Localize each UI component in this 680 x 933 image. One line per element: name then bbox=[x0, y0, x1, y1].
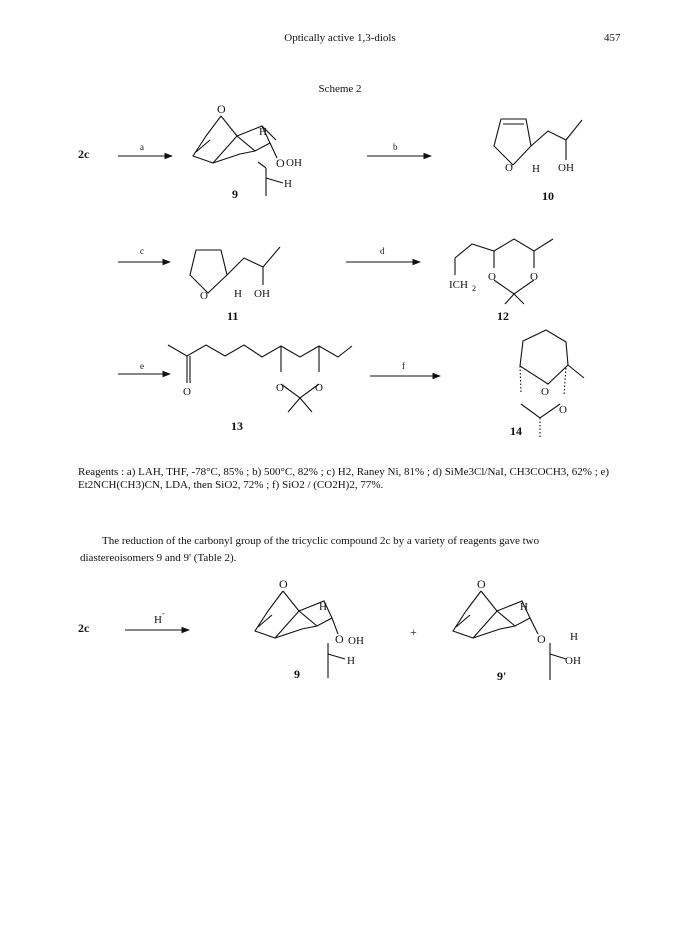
reagents-footnote: Reagents : a) LAH, THF, -78°C, 85% ; b) 500°C, 82% ; c) H2, Raney Ni, 81% ; d) SiMe3Cl/NaI, CH3COCH3, 62% ; e) Et2NCH(CH3)CN, LDA, then SiO2, 72% ; f) SiO2 / (CO2H)2, 77%. bbox=[78, 466, 610, 491]
body-paragraph: The reduction of the carbonyl group of the tricyclic compound 2c by a variety of reagents gave two diastereoisomers 9 and 9' (Table 2). bbox=[80, 535, 540, 564]
compound-label-9-prime: 9' bbox=[497, 669, 507, 683]
step-label-f: f bbox=[402, 361, 405, 371]
svg-text:O: O bbox=[279, 577, 288, 591]
hydride-reagent: H bbox=[154, 614, 162, 626]
svg-text:O: O bbox=[276, 156, 285, 170]
svg-text:H: H bbox=[319, 601, 327, 613]
svg-text:OH: OH bbox=[558, 162, 574, 174]
structure-11 bbox=[190, 247, 280, 302]
svg-text:O: O bbox=[200, 290, 208, 302]
svg-text:O: O bbox=[276, 382, 284, 394]
compound-label-14: 14 bbox=[510, 424, 522, 438]
structure-9-prime bbox=[453, 577, 581, 680]
structure-13 bbox=[168, 345, 352, 412]
running-header-title: Optically active 1,3-diols bbox=[284, 32, 396, 44]
svg-text:O: O bbox=[335, 632, 344, 646]
structure-14 bbox=[520, 330, 584, 438]
compound-label-9-bottom: 9 bbox=[294, 667, 300, 681]
svg-text:H: H bbox=[284, 178, 292, 190]
compound-label-12: 12 bbox=[497, 309, 509, 323]
svg-text:O: O bbox=[217, 102, 226, 116]
compound-label-2c: 2c bbox=[78, 147, 90, 161]
structure-9-bottom bbox=[255, 577, 364, 678]
svg-text:H: H bbox=[520, 601, 528, 613]
svg-text:O: O bbox=[477, 577, 486, 591]
structure-10 bbox=[494, 119, 582, 175]
compound-label-9-top: 9 bbox=[232, 187, 238, 201]
plus-sign: + bbox=[410, 625, 417, 639]
structure-12 bbox=[449, 239, 553, 304]
svg-text:2: 2 bbox=[472, 284, 476, 293]
svg-text:O: O bbox=[315, 382, 323, 394]
svg-text:O: O bbox=[530, 271, 538, 283]
step-label-a: a bbox=[140, 142, 144, 152]
svg-text:H: H bbox=[347, 655, 355, 667]
step-label-d: d bbox=[380, 246, 385, 256]
compound-label-11: 11 bbox=[227, 309, 239, 323]
step-label-b: b bbox=[393, 142, 398, 152]
svg-text:H: H bbox=[532, 163, 540, 175]
svg-text:-: - bbox=[162, 609, 165, 618]
scheme-title: Scheme 2 bbox=[318, 83, 362, 95]
svg-text:H: H bbox=[570, 631, 578, 643]
svg-text:ICH: ICH bbox=[449, 279, 468, 291]
compound-label-13: 13 bbox=[231, 419, 243, 433]
compound-label-10: 10 bbox=[542, 189, 554, 203]
svg-text:OH: OH bbox=[348, 635, 364, 647]
svg-text:H: H bbox=[259, 126, 267, 138]
svg-text:O: O bbox=[183, 386, 191, 398]
svg-text:O: O bbox=[559, 404, 567, 416]
page-number: 457 bbox=[604, 32, 621, 44]
svg-text:O: O bbox=[488, 271, 496, 283]
compound-label-2c-bottom: 2c bbox=[78, 621, 90, 635]
svg-text:OH: OH bbox=[565, 655, 581, 667]
svg-text:O: O bbox=[537, 632, 546, 646]
svg-text:OH: OH bbox=[286, 157, 302, 169]
step-label-e: e bbox=[140, 361, 144, 371]
svg-text:OH: OH bbox=[254, 288, 270, 300]
svg-text:O: O bbox=[541, 386, 549, 398]
svg-text:H: H bbox=[234, 288, 242, 300]
svg-text:O: O bbox=[505, 162, 513, 174]
structure-9-top bbox=[193, 102, 302, 196]
step-label-c: c bbox=[140, 246, 144, 256]
